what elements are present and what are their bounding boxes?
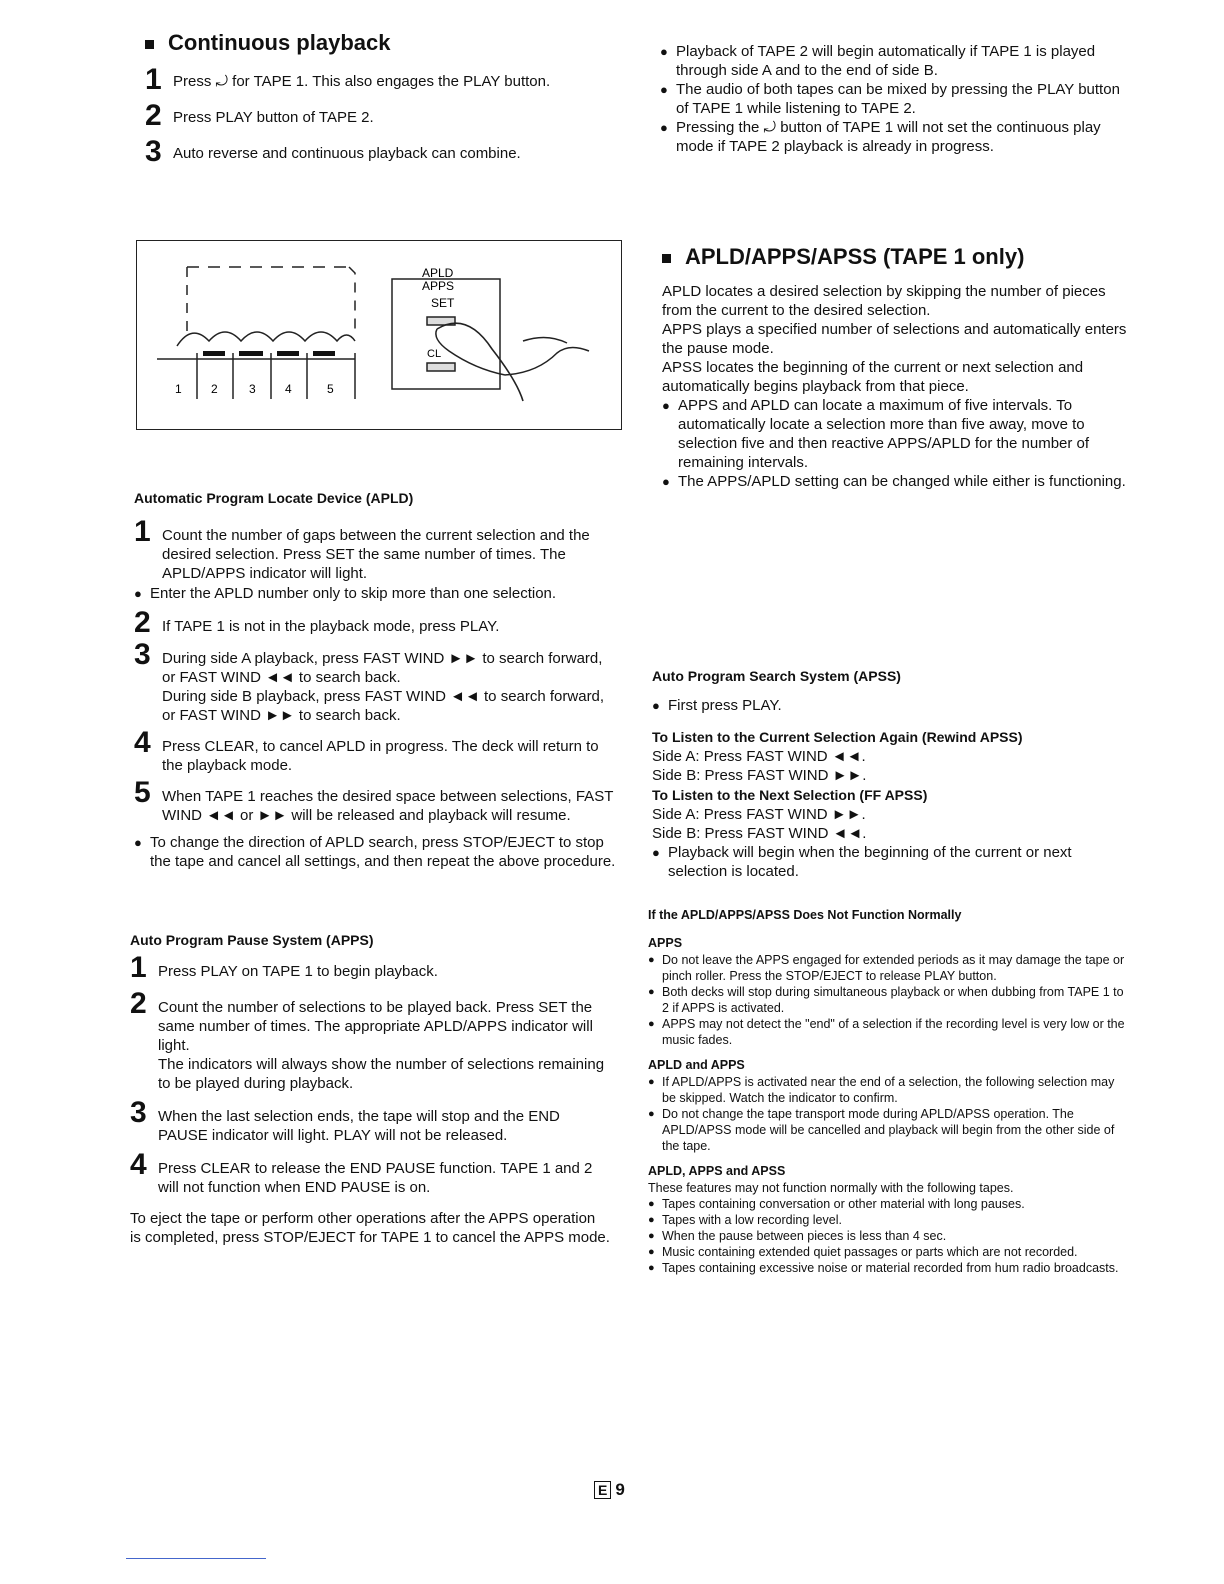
continuous-step-1 xyxy=(145,63,635,96)
continuous-notes xyxy=(660,42,1120,156)
label-clear: CL xyxy=(427,348,442,360)
step-number: 3 xyxy=(145,135,162,168)
apss-heading: Auto Program Search System (APSS) xyxy=(652,668,901,684)
svg-text:5: 5 xyxy=(327,382,334,396)
apld-heading: Automatic Program Locate Device (APLD) xyxy=(134,490,414,506)
continuous-step-3 xyxy=(145,135,635,168)
step-text: Press PLAY button of TAPE 2. xyxy=(173,109,374,126)
apps-step-4: 4 Press CLEAR to release the END PAUSE function. TAPE 1 and 2 will not function when END PAUSE is on. xyxy=(130,1148,593,1196)
continuous-heading-text: Continuous playback xyxy=(168,30,391,55)
label-apld: APLD xyxy=(422,266,454,280)
apldapps-heading: APLD/APPS/APSS (TAPE 1 only) xyxy=(662,244,1127,270)
svg-text:3: 3 xyxy=(249,382,256,396)
svg-text:2: 2 xyxy=(211,382,218,396)
trouble-heading: If the APLD/APPS/APSS Does Not Function Normally xyxy=(648,908,962,922)
apldapps-section: APLD/APPS/APSS (TAPE 1 only) APLD locates a desired selection by skipping the number of pieces from the current to the desired selection. APPS plays a specified number of selections and automatically enters the pause mode. APSS locates the beginning of the current or next selection and automatically begins playback from that piece. ● APPS and APLD can locate a maximum of five intervals. To automatically locate a selection more than five away, move to selection five and then reactive APPS/APLD for the number of remaining intervals. ● The APPS/APLD setting can be changed while either is functioning. xyxy=(662,244,1127,490)
continuous-heading xyxy=(145,30,635,56)
apld-step-3: 3 During side A playback, press FAST WIND ►► to search forward, or FAST WIND ◄◄ to search back. During side B playback, press FAST WIND ◄◄ to search forward, or FAST WIND ►► to search back. xyxy=(134,638,605,724)
apps-step-2: 2 Count the number of selections to be played back. Press SET the same number of times. The appropriate APLD/APPS indicator will light. The indicators will always show the number of selections remaining to be played during playback. xyxy=(130,987,605,1092)
apld-diagram xyxy=(136,240,622,430)
apps-section xyxy=(130,930,610,1247)
svg-text:1: 1 xyxy=(175,382,182,396)
apss-section: Auto Program Search System (APSS) ● First press PLAY. To Listen to the Current Selection Again (Rewind APSS) Side A: Press FAST WIND ◄◄. Side B: Press FAST WIND ►►. To Listen to the Next Selection (FF APSS) Side A: Press FAST WIND ►►. Side B: Press FAST WIND ◄◄. ● Playback will begin when the beginning of the current or next selection is located. xyxy=(652,666,1127,881)
apps-heading: Auto Program Pause System (APPS) xyxy=(130,932,374,948)
step-text: Press ⤾ for TAPE 1. This also engages the PLAY button. xyxy=(173,73,551,90)
apld-section xyxy=(134,488,619,871)
step-number: 1 xyxy=(145,63,162,96)
square-bullet-icon xyxy=(145,40,154,49)
continuous-step-2 xyxy=(145,99,635,132)
apld-step-2: 2 If TAPE 1 is not in the playback mode, press PLAY. xyxy=(134,606,500,639)
continuous-section xyxy=(145,30,635,166)
apld-step-4: 4 Press CLEAR, to cancel APLD in progress. The deck will return to the playback mode. xyxy=(134,726,599,774)
apps-step-1: 1 Press PLAY on TAPE 1 to begin playback. xyxy=(130,951,438,984)
footer-rule xyxy=(126,1558,266,1559)
apld-step-1: 1 Count the number of gaps between the current selection and the desired selection. Press SET the same number of times. The APLD/APPS indicator will light. xyxy=(134,515,590,582)
label-set: SET xyxy=(431,296,455,310)
label-apps: APPS xyxy=(422,279,455,293)
apld-step-5: 5 When TAPE 1 reaches the desired space between selections, FAST WIND ◄◄ or ►► will be released and playback will resume. xyxy=(134,776,614,824)
tape-indicator-illustration xyxy=(137,241,621,429)
trouble-section: If the APLD/APPS/APSS Does Not Function Normally APPS ● Do not leave the APPS engaged for extended periods as it may damage the tape or pinch roller. Press the STOP/EJECT to release PLAY button. ● Both decks will stop during simultaneous playback or when dubbing from TAPE 1 to 2 if APPS is activated. ● APPS may not detect the "end" of a selection if the recording level is very low or the music fades. APLD and APPS ● If APLD/APPS is activated near the end of a selection, the following selection may be skipped. Watch the indicator to confirm. ● Do not change the tape transport mode during APLD/APSS operation. The APLD/APSS mode will be cancelled and playback will begin from the other side of the tape. APLD, APPS and APSS These features may not function normally with the following tapes. ● Tapes containing conversation or other material with long pauses. ● Tapes with a low recording level. ● When the pause between pieces is less than 4 sec. ● Music containing extended quiet passages or parts which are not recorded. ● Tapes containing excessive noise or material recorded from hum radio broadcasts. xyxy=(648,908,1125,1275)
square-bullet-icon xyxy=(662,254,671,263)
note: ● Pressing the ⤾ button of TAPE 1 will not set the continuous play mode if TAPE 2 playback is already in progress. xyxy=(660,119,1101,155)
step-number: 2 xyxy=(145,99,162,132)
apld-bullet-2: ● To change the direction of APLD search, press STOP/EJECT to stop the tape and cancel all settings, and then repeat the above procedure. xyxy=(134,834,616,870)
page-number: E 9 xyxy=(594,1480,625,1500)
apld-bullet-1: ● Enter the APLD number only to skip more than one selection. xyxy=(134,585,557,602)
note: ● The audio of both tapes can be mixed by pressing the PLAY button of TAPE 1 while listening to TAPE 2. xyxy=(660,81,1120,117)
apps-closing: To eject the tape or perform other operations after the APPS operation is completed, press STOP/EJECT for TAPE 1 to cancel the APPS mode. xyxy=(130,1210,610,1246)
apldapps-bullet-1: ● APPS and APLD can locate a maximum of five intervals. To automatically locate a selection more than five away, move to selection five and then reactive APPS/APLD for the number of remaining intervals. xyxy=(662,397,1090,471)
svg-text:4: 4 xyxy=(285,382,292,396)
step-text: Auto reverse and continuous playback can combine. xyxy=(173,145,521,162)
apps-step-3: 3 When the last selection ends, the tape will stop and the END PAUSE indicator will light. PLAY will not be released. xyxy=(130,1096,560,1144)
note: ● Playback of TAPE 2 will begin automatically if TAPE 1 is played through side A and to the end of side B. xyxy=(660,43,1096,79)
apldapps-bullet-2: ● The APPS/APLD setting can be changed while either is functioning. xyxy=(662,473,1126,490)
